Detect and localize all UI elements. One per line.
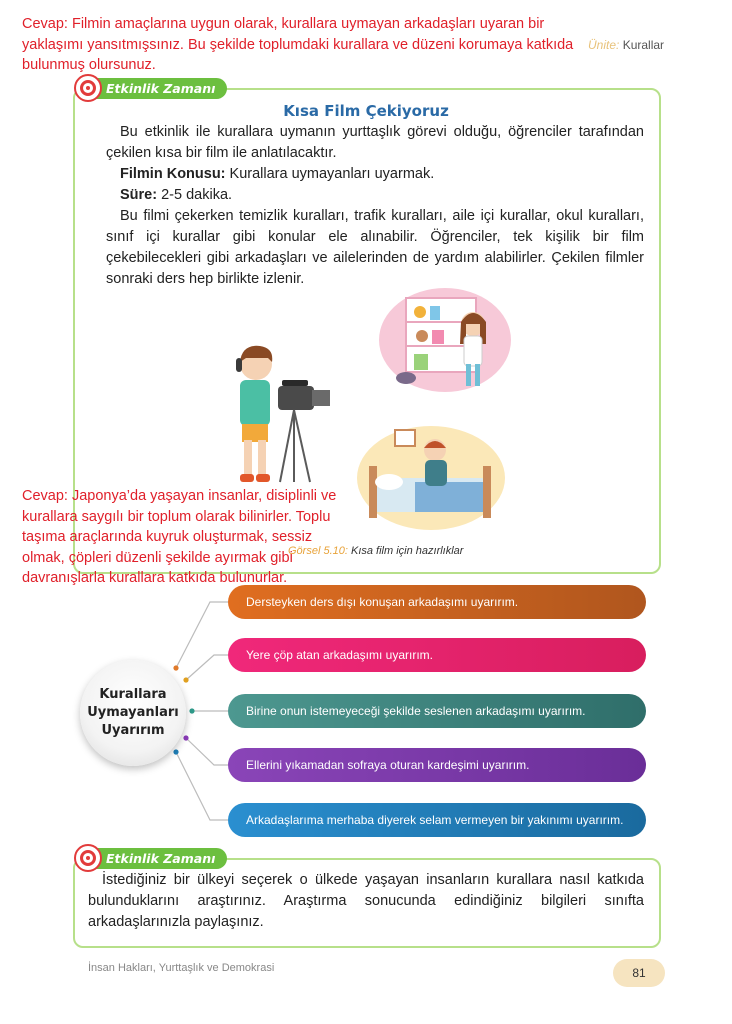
diagram-item-1	[228, 585, 646, 619]
caption-text: Kısa film için hazırlıklar	[350, 545, 464, 557]
hub-line-1: Kurallara	[99, 687, 167, 702]
diagram-item-text: Birine onun istemeyeceği şekilde seslenen arkadaşımı uyarırım.	[246, 704, 586, 718]
topic-label: Filmin Konusu:	[120, 166, 226, 182]
activity-badge-1	[74, 76, 227, 100]
hub-line-2: Uymayanları	[87, 705, 179, 720]
diagram-item-2	[228, 638, 646, 672]
activity-badge-label: Etkinlik Zamanı	[84, 848, 227, 869]
illustration-girl-room	[378, 284, 512, 392]
diagram-item-text: Arkadaşlarıma merhaba diyerek selam vermeyen bir yakınımı uyarırım.	[246, 813, 624, 827]
diagram-item-5	[228, 803, 646, 837]
connector-dot-2	[183, 677, 188, 682]
duration-label: Süre:	[120, 187, 158, 203]
unit-label: Ünite:	[588, 38, 620, 52]
illustration-boy-camera	[222, 340, 332, 486]
duration-value: 2-5 dakika.	[161, 187, 233, 203]
activity-intro: Bu etkinlik ile kurallara uymanın yurttaşlık görevi olduğu, öğrenciler tarafından çekilen kısa bir film ile anlatılacaktır.	[106, 124, 644, 161]
answer-2: Cevap: Japonya’da yaşayan insanlar, disiplinli ve kurallara saygılı bir toplum olarak bilinirler. Toplu taşıma araçlarında kuyruk oluşturmak, sessiz olmak, çöpleri düzenli şekilde ayırmak gibi davranışlarla kurallara katkıda bulunurlar.	[22, 488, 337, 586]
target-icon	[74, 74, 102, 102]
activity-badge-2	[74, 846, 227, 870]
connector-dot-5	[173, 749, 178, 754]
connector-dot-1	[173, 665, 178, 670]
activity-badge-label: Etkinlik Zamanı	[84, 78, 227, 99]
activity-body: Bu filmi çekerken temizlik kuralları, trafik kuralları, aile içi kurallar, okul kuralları, sınıf içi kurallar gibi konular ele alınabilir. Öğrenciler, tek kişilik bir film çekebilecekleri gibi arkadaşları ve ailelerinden de yardım alabilirler. Çekilen filmler sonraki ders hep birlikte izlenir.	[106, 208, 644, 287]
diagram-item-text: Dersteyken ders dışı konuşan arkadaşımı uyarırım.	[246, 595, 519, 609]
topic-value: Kurallara uymayanları uyarmak.	[229, 166, 435, 182]
footer-book-title: İnsan Hakları, Yurttaşlık ve Demokrasi	[88, 962, 275, 974]
diagram-item-text: Ellerini yıkamadan sofraya oturan kardeşimi uyarırım.	[246, 758, 530, 772]
activity-text	[106, 122, 644, 290]
diagram-item-4	[228, 748, 646, 782]
caption-label: Görsel 5.10:	[288, 545, 348, 557]
diagram-item-3	[228, 694, 646, 728]
target-icon	[74, 844, 102, 872]
diagram-hub	[80, 660, 186, 766]
hub-line-3: Uyarırım	[101, 723, 165, 738]
activity-2-body: İstediğiniz bir ülkeyi seçerek o ülkede yaşayan insanların kurallara nasıl katkıda bulunduklarını araştırınız. Araştırma sonucunda edindiğiniz bilgileri sınıfta arkadaşlarınızla paylaşınız.	[88, 872, 644, 930]
activity-title: Kısa Film Çekiyoruz	[283, 102, 449, 120]
connector-dot-3	[189, 708, 194, 713]
diagram-item-text: Yere çöp atan arkadaşımı uyarırım.	[246, 648, 433, 662]
answer-1: Cevap: Filmin amaçlarına uygun olarak, kurallara uymayan arkadaşları uyaran bir yaklaşımı yansıtmışsınız. Bu şekilde toplumdaki kurallara ve düzeni korumaya katkıda bulunmuş olursunuz.	[22, 16, 574, 73]
activity-2-text	[88, 870, 644, 933]
unit-name: Kurallar	[622, 38, 665, 52]
illustration-boy-bed	[355, 420, 505, 532]
connector-dot-4	[183, 735, 188, 740]
page-number: 81	[613, 959, 665, 987]
